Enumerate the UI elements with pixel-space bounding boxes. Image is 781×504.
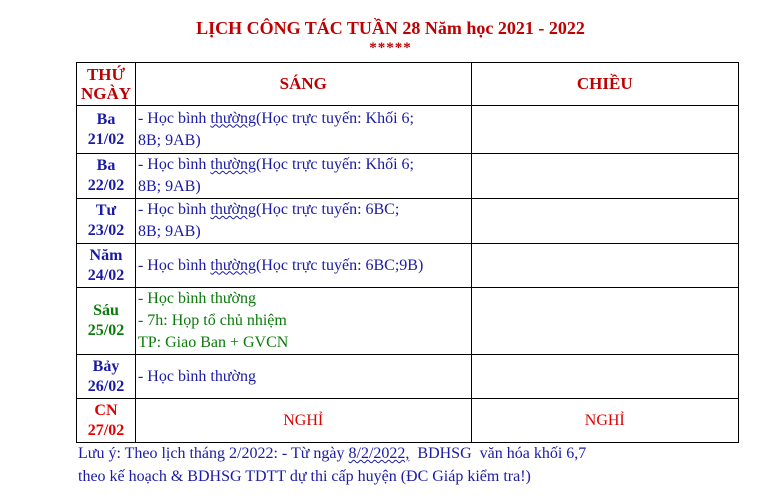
morning-cell [135,199,471,244]
day-cell [77,244,136,288]
am-text-line2: 8B; 9AB) [137,223,201,240]
header-day-line2: NGÀY [80,84,132,103]
table-row [77,244,739,288]
footnote-text: Lưu ý: Theo lịch tháng 2/2022: - Từ ngày [78,445,349,462]
am-text-flagged: thường [210,256,256,274]
am-text: - 7h: Họp tổ chủ nhiệm [137,312,287,329]
day-name: Tư [95,202,117,219]
footnote [78,442,718,488]
table-header-row [77,63,739,106]
day-name: Ba [96,110,116,128]
header-morning: SÁNG [135,63,471,106]
afternoon-cell [471,154,738,199]
day-name: Năm [89,246,123,264]
day-cell [77,154,136,199]
day-cell [77,355,136,399]
header-day-line1: THỨ [86,65,126,84]
day-date: 21/02 [87,130,125,148]
table-row [77,199,739,244]
am-text: - Học bình [137,109,211,127]
afternoon-cell [471,288,738,355]
footnote-date-flagged: 8/2/2022, [348,445,410,462]
afternoon-cell [471,106,738,154]
header-afternoon: CHIỀU [471,63,738,106]
morning-cell [135,154,471,199]
table-row [77,154,739,199]
am-text-line2: 8B; 9AB) [137,131,201,149]
header-day [77,63,136,106]
am-text: - Học bình [137,201,211,218]
am-text: (Học trực tuyến: 6BC;9B) [255,256,424,274]
day-name: Sáu [93,302,119,319]
day-date: 25/02 [87,322,125,339]
afternoon-cell-off: NGHỈ [471,399,738,443]
day-date: 23/02 [87,222,125,239]
afternoon-cell [471,244,738,288]
table-row [77,399,739,443]
day-name: Bảy [92,357,120,375]
morning-cell [135,106,471,154]
table-row [77,288,739,355]
title-decoration: ***** [369,40,412,56]
morning-cell [135,244,471,288]
footnote-line2: theo kế hoạch & BDHSG TDTT dự thi cấp huyện (ĐC Giáp kiểm tra!) [78,468,531,485]
am-text: - Học bình [137,256,211,274]
table-row [77,355,739,399]
day-date: 24/02 [87,266,125,284]
day-date: 22/02 [87,177,125,194]
day-date: 27/02 [87,421,125,439]
am-text-flagged: thường [210,156,256,173]
am-text-line2: 8B; 9AB) [137,178,201,195]
morning-cell-off: NGHỈ [135,399,471,443]
day-cell [77,106,136,154]
morning-cell: - Học bình thường [135,355,471,399]
schedule-table [76,62,739,443]
day-cell [77,399,136,443]
am-text: (Học trực tuyến: 6BC; [255,201,400,218]
page-title: LỊCH CÔNG TÁC TUẦN 28 Năm học 2021 - 2022 [196,18,585,38]
am-text-flagged: thường [210,201,256,218]
day-name: CN [94,401,118,419]
am-text: - Học bình [137,156,211,173]
afternoon-cell [471,355,738,399]
am-text-flagged: thường [210,109,256,127]
am-text: - Học bình thường [137,290,256,307]
day-name: Ba [96,157,116,174]
footnote-text: BDHSG văn hóa khối 6,7 [409,445,587,462]
am-text: TP: Giao Ban + GVCN [137,334,289,351]
am-text: (Học trực tuyến: Khối 6; [255,156,414,173]
day-cell [77,199,136,244]
day-cell [77,288,136,355]
morning-cell [135,288,471,355]
day-date: 26/02 [87,377,125,395]
am-text: (Học trực tuyến: Khối 6; [255,109,414,127]
table-row [77,106,739,154]
afternoon-cell [471,199,738,244]
